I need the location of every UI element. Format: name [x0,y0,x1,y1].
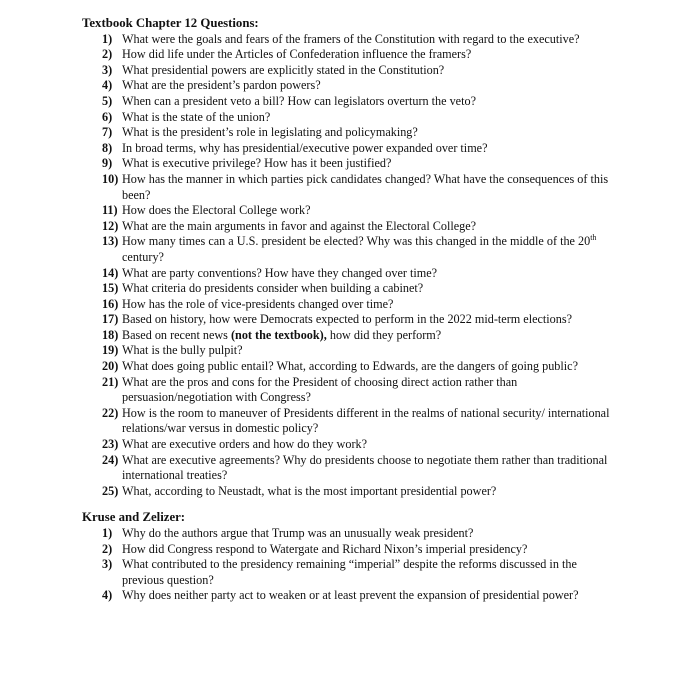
question-text: What is the bully pulpit? [122,343,243,358]
question-number: 23) [102,437,119,452]
question-number: 15) [102,281,119,296]
question-item [102,296,612,313]
question-emphasis: (not the textbook), [230,327,327,342]
question-item [102,125,612,141]
question-item [102,109,612,126]
question-number: 22) [102,405,119,420]
question-text: How does the Electoral College work? [122,203,311,218]
question-item [102,312,612,328]
question-item [102,452,612,484]
question-item [102,62,612,79]
question-number: 3) [102,62,113,77]
question-number: 20) [102,359,119,374]
question-item [102,588,612,604]
question-item [102,156,612,172]
question-text: Why do the authors argue that Trump was an unusually weak president? [122,526,474,540]
question-number: 6) [102,109,113,124]
question-text: What is the state of the union? [122,109,271,124]
question-text-end: how did they perform? [326,327,442,342]
question-item [102,343,612,359]
question-text: Based on recent news [122,327,231,342]
question-item [102,483,612,500]
question-text: How did Congress respond to Watergate and Richard Nixon’s imperial presidency? [122,541,528,556]
question-text: Based on history, how were Democrats expected to perform in the 2022 mid-term elections? [122,312,573,327]
question-number: 18) [102,327,119,342]
question-number: 21) [102,374,119,389]
question-text: Why does neither party act to weaken or at least prevent the expansion of presidential power? [122,588,579,603]
question-text: What is executive privilege? How has it been justified? [122,156,392,171]
question-item [102,218,612,235]
question-number: 2) [102,47,113,62]
question-text: What is the president’s role in legislating and policymaking? [122,125,418,140]
question-item [102,557,612,588]
question-number: 14) [102,265,119,280]
question-text: How has the role of vice-presidents changed over time? [122,296,394,311]
question-text: What are executive agreements? Why do presidents choose to negotiate them rather than traditional international treaties? [122,452,608,483]
question-number: 12) [102,218,119,233]
question-number: 4) [102,588,113,603]
question-item [102,203,612,219]
question-text: How did life under the Articles of Confederation influence the framers? [122,47,472,62]
question-item [102,405,612,437]
question-item [102,171,612,203]
question-text: How has the manner in which parties pick candidates changed? What have the consequences of this been? [122,171,609,202]
question-text: What are executive orders and how do they work? [122,437,368,452]
question-text: How many times can a U.S. president be elected? Why was this changed in the middle of the 20 [122,234,591,249]
question-item [102,265,612,282]
question-text: What are the pros and cons for the President of choosing direct action rather than persuasion/negotiation with Congress? [122,374,518,405]
question-number: 17) [102,312,119,327]
question-item [102,359,612,375]
question-text: What are the president’s pardon powers? [122,78,321,93]
question-text: What presidential powers are explicitly stated in the Constitution? [122,62,445,77]
question-item [102,526,612,542]
question-number: 24) [102,452,119,467]
question-item [102,78,612,94]
question-text: When can a president veto a bill? How can legislators overturn the veto? [122,93,476,108]
question-item [102,233,612,265]
question-list-textbook [0,32,696,500]
question-item [102,437,612,453]
question-number: 10) [102,171,119,186]
question-text: What are party conventions? How have they changed over time? [122,265,438,280]
question-item [102,93,612,110]
question-item [102,140,612,157]
question-item [102,374,612,406]
question-text: How is the room to maneuver of Presidents different in the realms of national security/ international relations/war versus in domestic policy? [122,405,610,436]
question-text: In broad terms, why has presidential/executive power expanded over time? [122,140,488,155]
question-number: 1) [102,31,113,46]
question-number: 25) [102,483,119,498]
question-item [102,47,612,63]
question-number: 8) [102,140,113,155]
question-number: 1) [102,526,113,540]
question-number: 7) [102,125,113,140]
question-item [102,31,612,48]
question-number: 19) [102,343,119,358]
question-text: What does going public entail? What, according to Edwards, are the dangers of going public? [122,359,578,374]
question-text: What are the main arguments in favor and against the Electoral College? [122,218,477,233]
question-text: What criteria do presidents consider when building a cabinet? [122,281,424,296]
section-heading-textbook: Textbook Chapter 12 Questions: [82,16,259,30]
question-text: What contributed to the presidency remaining “imperial” despite the reforms discussed in the previous question? [122,557,577,587]
question-item [102,327,612,344]
question-number: 3) [102,557,113,572]
question-number: 4) [102,78,113,93]
question-number: 11) [102,203,118,218]
question-number: 16) [102,296,119,311]
question-text-end: century? [122,249,164,264]
section-heading-kruse-zelizer: Kruse and Zelizer: [82,510,186,525]
question-item [102,541,612,558]
question-text: What, according to Neustadt, what is the most important presidential power? [122,483,497,498]
ordinal-suffix: th [590,233,597,243]
question-number: 2) [102,541,113,556]
question-number: 9) [102,156,113,171]
question-list-kruse-zelizer [0,526,696,604]
question-number: 5) [102,93,113,108]
question-text: What were the goals and fears of the framers of the Constitution with regard to the executive? [122,31,580,46]
question-number: 13) [102,234,119,249]
question-item [102,281,612,297]
